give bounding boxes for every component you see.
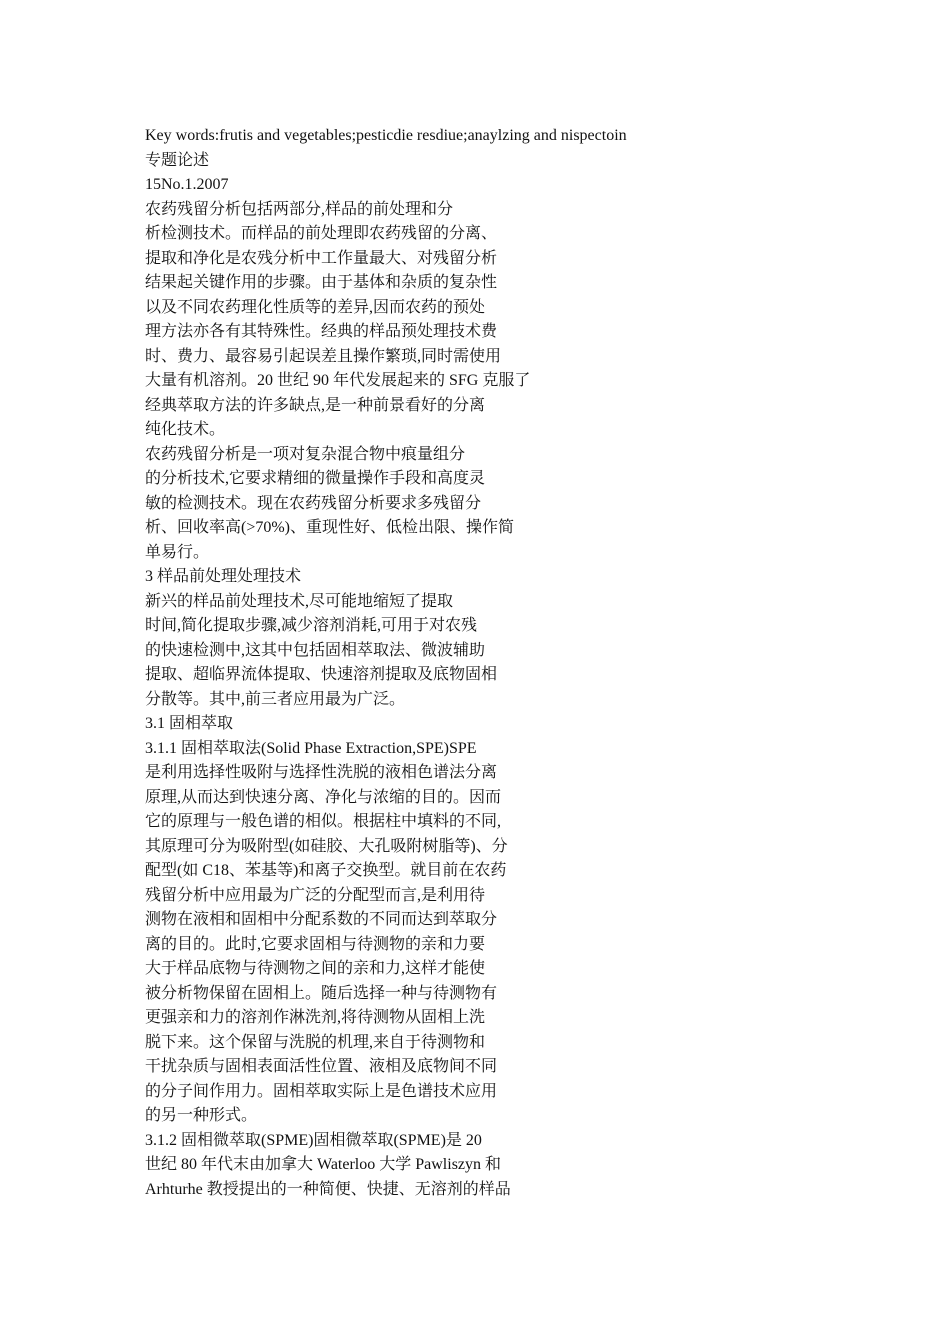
text-line: 理方法亦各有其特殊性。经典的样品预处理技术费 [145, 323, 498, 340]
text-line: 新兴的样品前处理技术,尽可能地缩短了提取 [145, 592, 454, 610]
text-line: 被分析物保留在固相上。随后选择一种与待测物有 [145, 984, 498, 1002]
text-line: 纯化技术。 [145, 421, 226, 438]
subsection-heading: 3.1 固相萃取 [145, 715, 234, 732]
text-line: 结果起关键作用的步骤。由于基体和杂质的复杂性 [145, 274, 498, 291]
text-line: 以及不同农药理化性质等的差异,因而农药的预处 [145, 298, 486, 316]
text-line: 敏的检测技术。现在农药残留分析要求多残留分 [145, 494, 482, 512]
text-line: 残留分析中应用最为广泛的分配型而言,是利用待 [145, 886, 486, 904]
text-line: 析检测技术。而样品的前处理即农药残留的分离、 [145, 225, 498, 242]
text-line: 时间,简化提取步骤,减少溶剂消耗,可用于对农残 [145, 617, 478, 634]
text-line: 干扰杂质与固相表面活性位置、液相及底物间不同 [145, 1058, 498, 1075]
text-line: 农药残留分析是一项对复杂混合物中痕量组分 [145, 445, 466, 463]
text-line: 的分析技术,它要求精细的微量操作手段和高度灵 [145, 470, 486, 487]
text-line: 更强亲和力的溶剂作淋洗剂,将待测物从固相上洗 [145, 1009, 486, 1026]
text-line: 农药残留分析包括两部分,样品的前处理和分 [145, 200, 454, 218]
text-line: 原理,从而达到快速分离、净化与浓缩的目的。因而 [145, 788, 502, 806]
text-line: 是利用选择性吸附与选择性洗脱的液相色谱法分离 [145, 764, 498, 781]
keywords-line: Key words:frutis and vegetables;pesticdie resdiue;anaylzing and nispectoin [145, 127, 627, 144]
text-line: 提取、超临界流体提取、快速溶剂提取及底物固相 [145, 666, 498, 683]
text-line: 提取和净化是农残分析中工作量最大、对残留分析 [145, 249, 498, 267]
text-line: 世纪 80 年代末由加拿大 Waterloo 大学 Pawliszyn 和 [145, 1156, 502, 1173]
subsubsection-heading: 3.1.1 固相萃取法(Solid Phase Extraction,SPE)SPE [145, 739, 477, 757]
issue-number: 15No.1.2007 [145, 176, 229, 193]
text-line: 其原理可分为吸附型(如硅胶、大孔吸附树脂等)、分 [145, 837, 508, 855]
text-line: 测物在液相和固相中分配系数的不同而达到萃取分 [145, 911, 498, 928]
text-line: 的分子间作用力。固相萃取实际上是色谱技术应用 [145, 1082, 498, 1100]
text-line: 的另一种形式。 [145, 1107, 258, 1124]
text-line: 大于样品底物与待测物之间的亲和力,这样才能使 [145, 960, 486, 977]
text-line: Arhturhe 教授提出的一种简便、快捷、无溶剂的样品 [145, 1180, 511, 1198]
section-label: 专题论述 [145, 151, 210, 169]
text-line: 单易行。 [145, 543, 210, 561]
text-line: 经典萃取方法的许多缺点,是一种前景看好的分离 [145, 396, 486, 414]
text-line: 分散等。其中,前三者应用最为广泛。 [145, 690, 406, 708]
text-line: 析、回收率高(>70%)、重现性好、低检出限、操作简 [145, 519, 515, 536]
text-line: 它的原理与一般色谱的相似。根据柱中填料的不同, [145, 813, 502, 830]
section-heading: 3 样品前处理处理技术 [145, 568, 302, 585]
text-line: 大量有机溶剂。20 世纪 90 年代发展起来的 SFG 克服了 [145, 372, 531, 389]
text-line: 的快速检测中,这其中包括固相萃取法、微波辅助 [145, 641, 486, 659]
text-line: 脱下来。这个保留与洗脱的机理,来自于待测物和 [145, 1033, 486, 1051]
subsubsection-heading: 3.1.2 固相微萃取(SPME)固相微萃取(SPME)是 20 [145, 1131, 482, 1149]
text-line: 时、费力、最容易引起误差且操作繁琐,同时需使用 [145, 347, 502, 365]
document-body [145, 124, 765, 1202]
text-line: 配型(如 C18、苯基等)和离子交换型。就目前在农药 [145, 862, 507, 879]
text-line: 离的目的。此时,它要求固相与待测物的亲和力要 [145, 935, 486, 953]
